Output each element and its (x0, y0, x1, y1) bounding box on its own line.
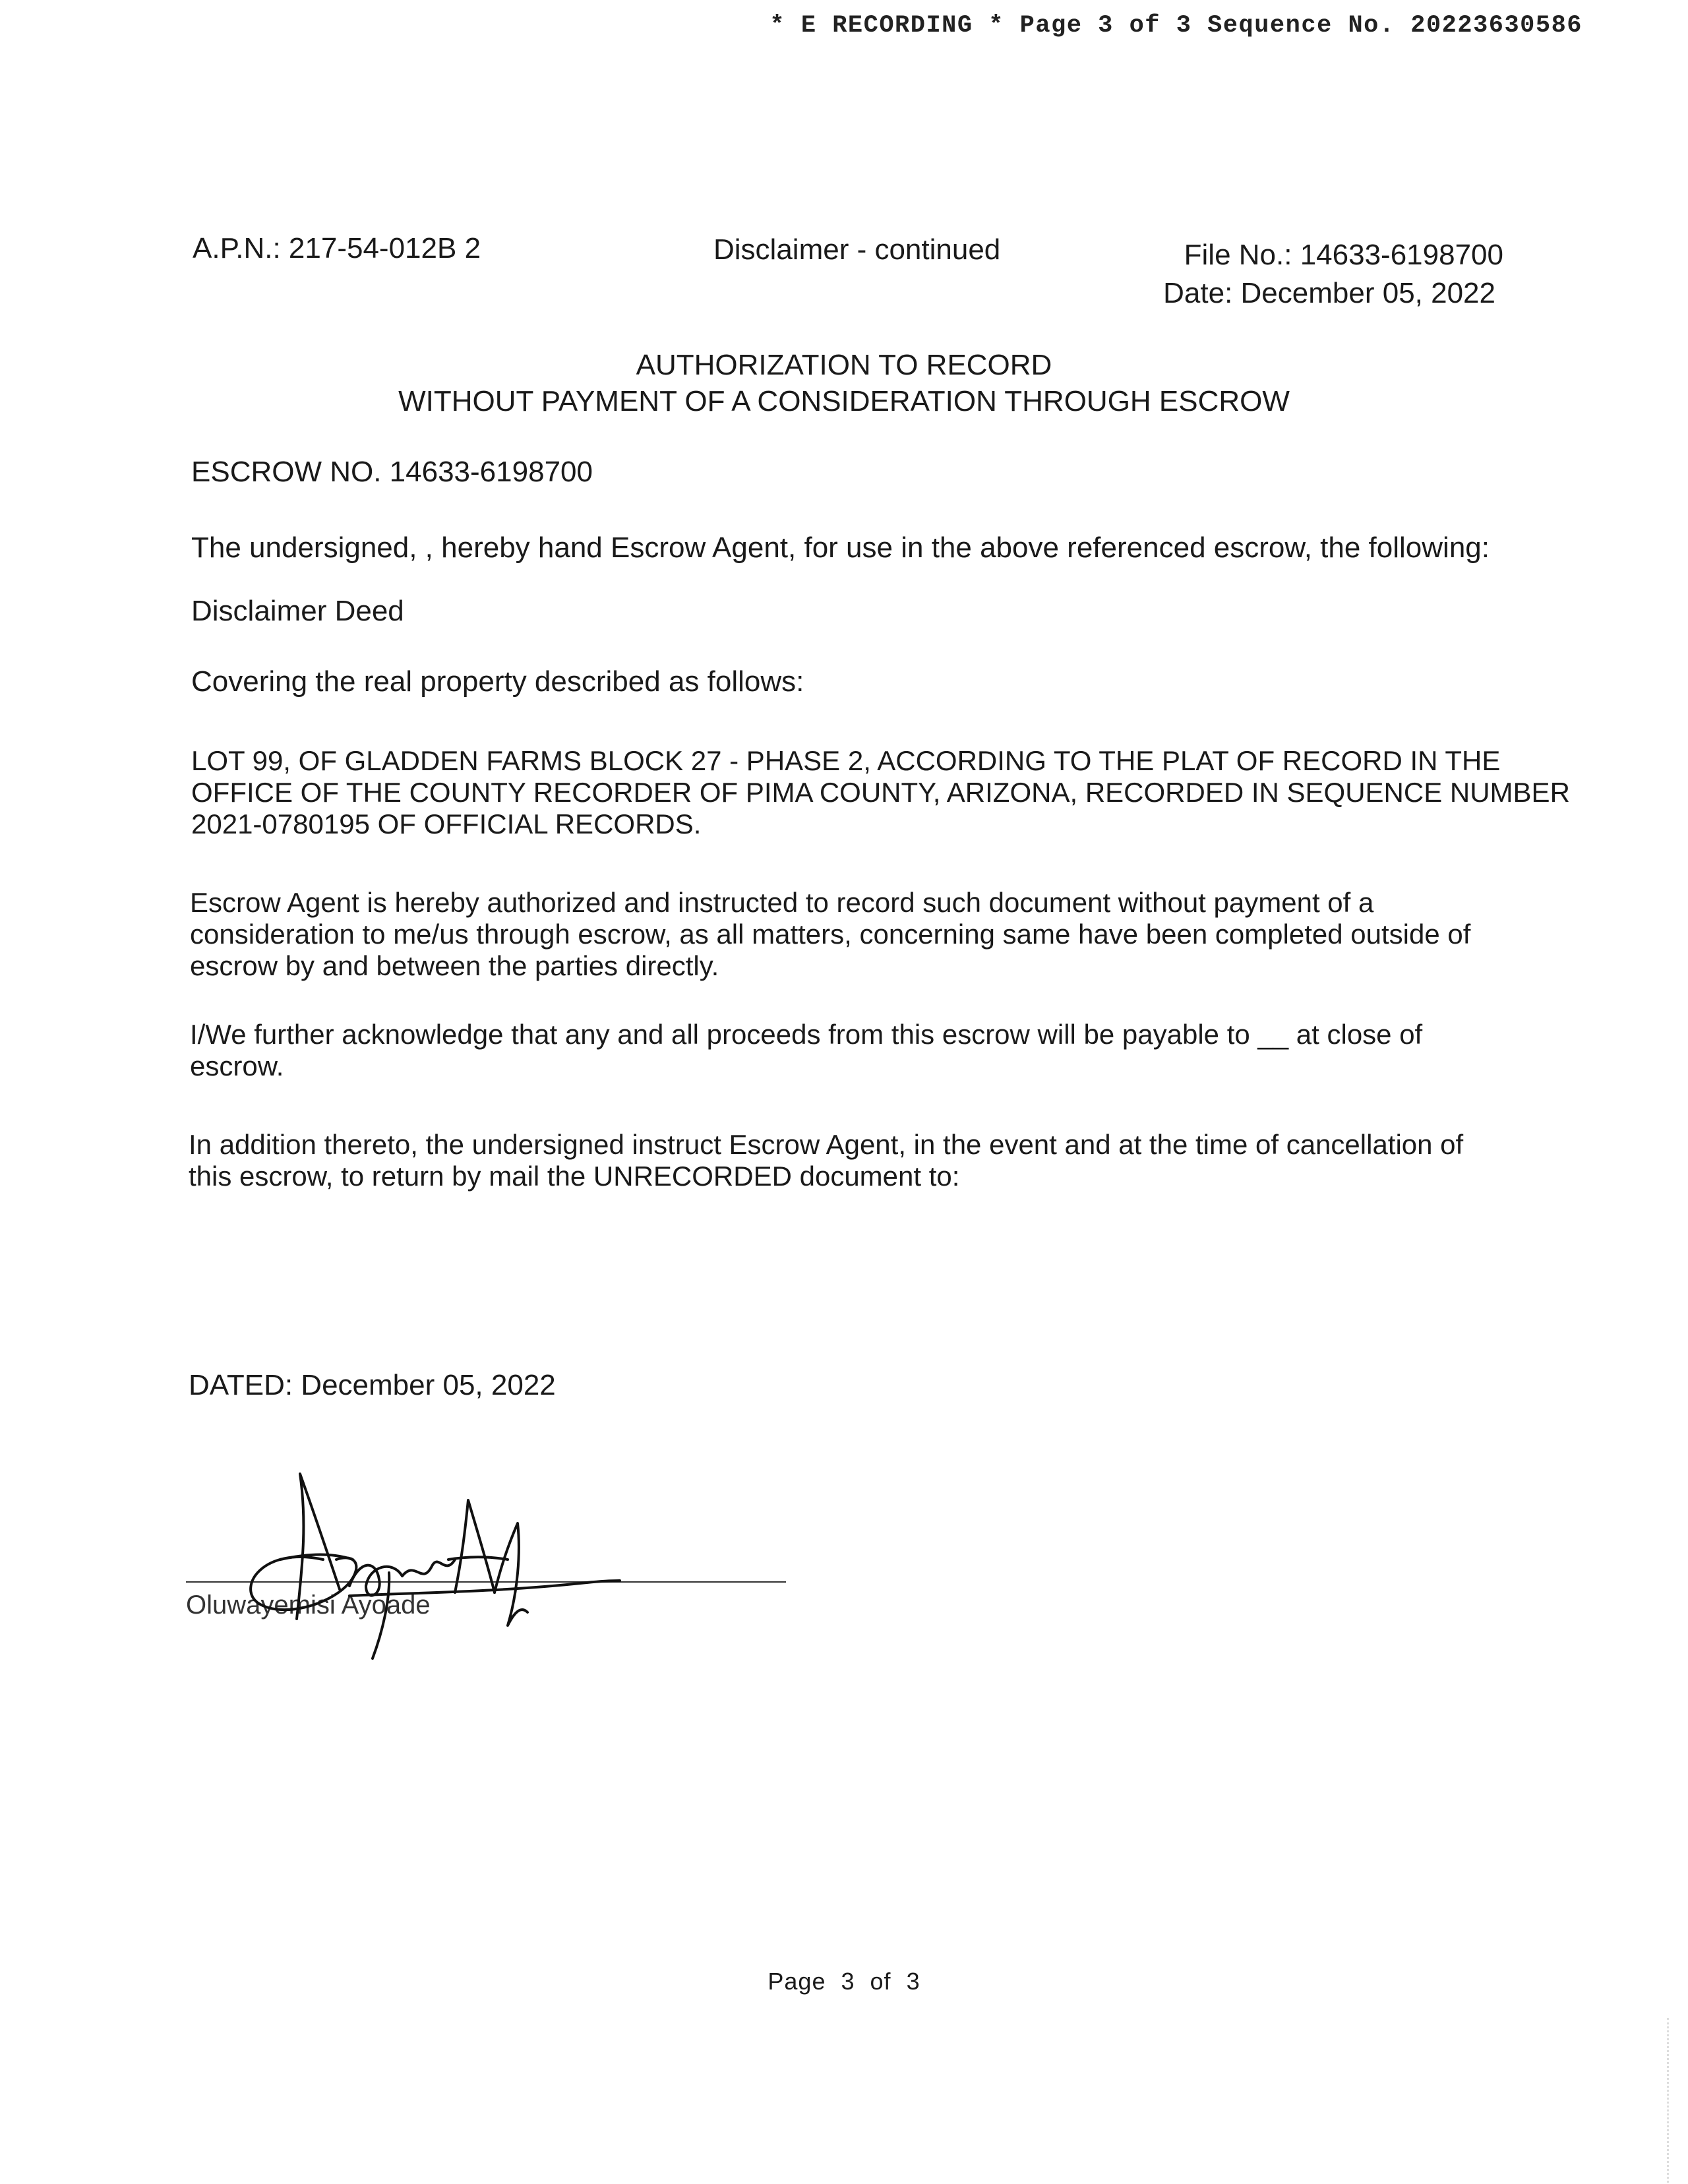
page-current: 3 (841, 1968, 855, 1995)
header-date: Date: December 05, 2022 (1163, 277, 1495, 309)
handwritten-signature (218, 1461, 679, 1658)
covering-statement: Covering the real property described as follows: (191, 665, 804, 698)
auth-line-1: Escrow Agent is hereby authorized and instructed to record such document without payment of a (190, 887, 1374, 918)
legal-line-2: OFFICE OF THE COUNTY RECORDER OF PIMA COUNTY, ARIZONA, RECORDED IN SEQUENCE NUMBER (191, 777, 1570, 808)
page-of: of (870, 1968, 891, 1995)
title-line-1: AUTHORIZATION TO RECORD (636, 349, 1052, 381)
ack-line-1: I/We further acknowledge that any and all proceeds from this escrow will be payable to __ at close of (190, 1019, 1423, 1050)
apn-number: A.P.N.: 217-54-012B 2 (193, 232, 481, 264)
acknowledge-paragraph (190, 1019, 1509, 1082)
dated-line: DATED: December 05, 2022 (189, 1369, 556, 1401)
legal-description (191, 745, 1570, 840)
auth-line-2: consideration to me/us through escrow, as all matters, concerning same have been completed outside of (190, 919, 1471, 950)
file-info (1163, 236, 1503, 313)
auth-line-3: escrow by and between the parties directly. (190, 950, 719, 981)
signature-drawing (218, 1461, 679, 1658)
document-name: Disclaimer Deed (191, 595, 404, 627)
signer-name: Oluwayemisi Ayoade (186, 1591, 431, 1620)
escrow-number: ESCROW NO. 14633-6198700 (191, 456, 593, 488)
ack-line-2: escrow. (190, 1050, 284, 1081)
legal-line-1: LOT 99, OF GLADDEN FARMS BLOCK 27 - PHASE 2, ACCORDING TO THE PLAT OF RECORD IN THE (191, 745, 1501, 776)
page-label: Page (768, 1968, 826, 1995)
addition-paragraph (189, 1129, 1507, 1192)
file-number: File No.: 14633-6198700 (1184, 239, 1503, 271)
legal-line-3: 2021-0780195 OF OFFICIAL RECORDS. (191, 808, 702, 839)
recording-header: * E RECORDING * Page 3 of 3 Sequence No. 20223630586 (769, 12, 1582, 40)
undersigned-statement: The undersigned, , hereby hand Escrow Agent, for use in the above referenced escrow, the following: (191, 531, 1490, 564)
scan-edge-artifact (1667, 2018, 1669, 2183)
addition-line-2: this escrow, to return by mail the UNRECORDED document to: (189, 1161, 960, 1192)
page-footer (0, 1968, 1688, 1995)
page-total: 3 (906, 1968, 920, 1995)
title-line-2: WITHOUT PAYMENT OF A CONSIDERATION THROUGH ESCROW (398, 385, 1290, 417)
addition-line-1: In addition thereto, the undersigned instruct Escrow Agent, in the event and at the time of cancellation of (189, 1129, 1464, 1160)
section-title: Disclaimer - continued (713, 233, 1001, 266)
document-title (0, 347, 1688, 419)
authorization-paragraph (190, 887, 1509, 982)
